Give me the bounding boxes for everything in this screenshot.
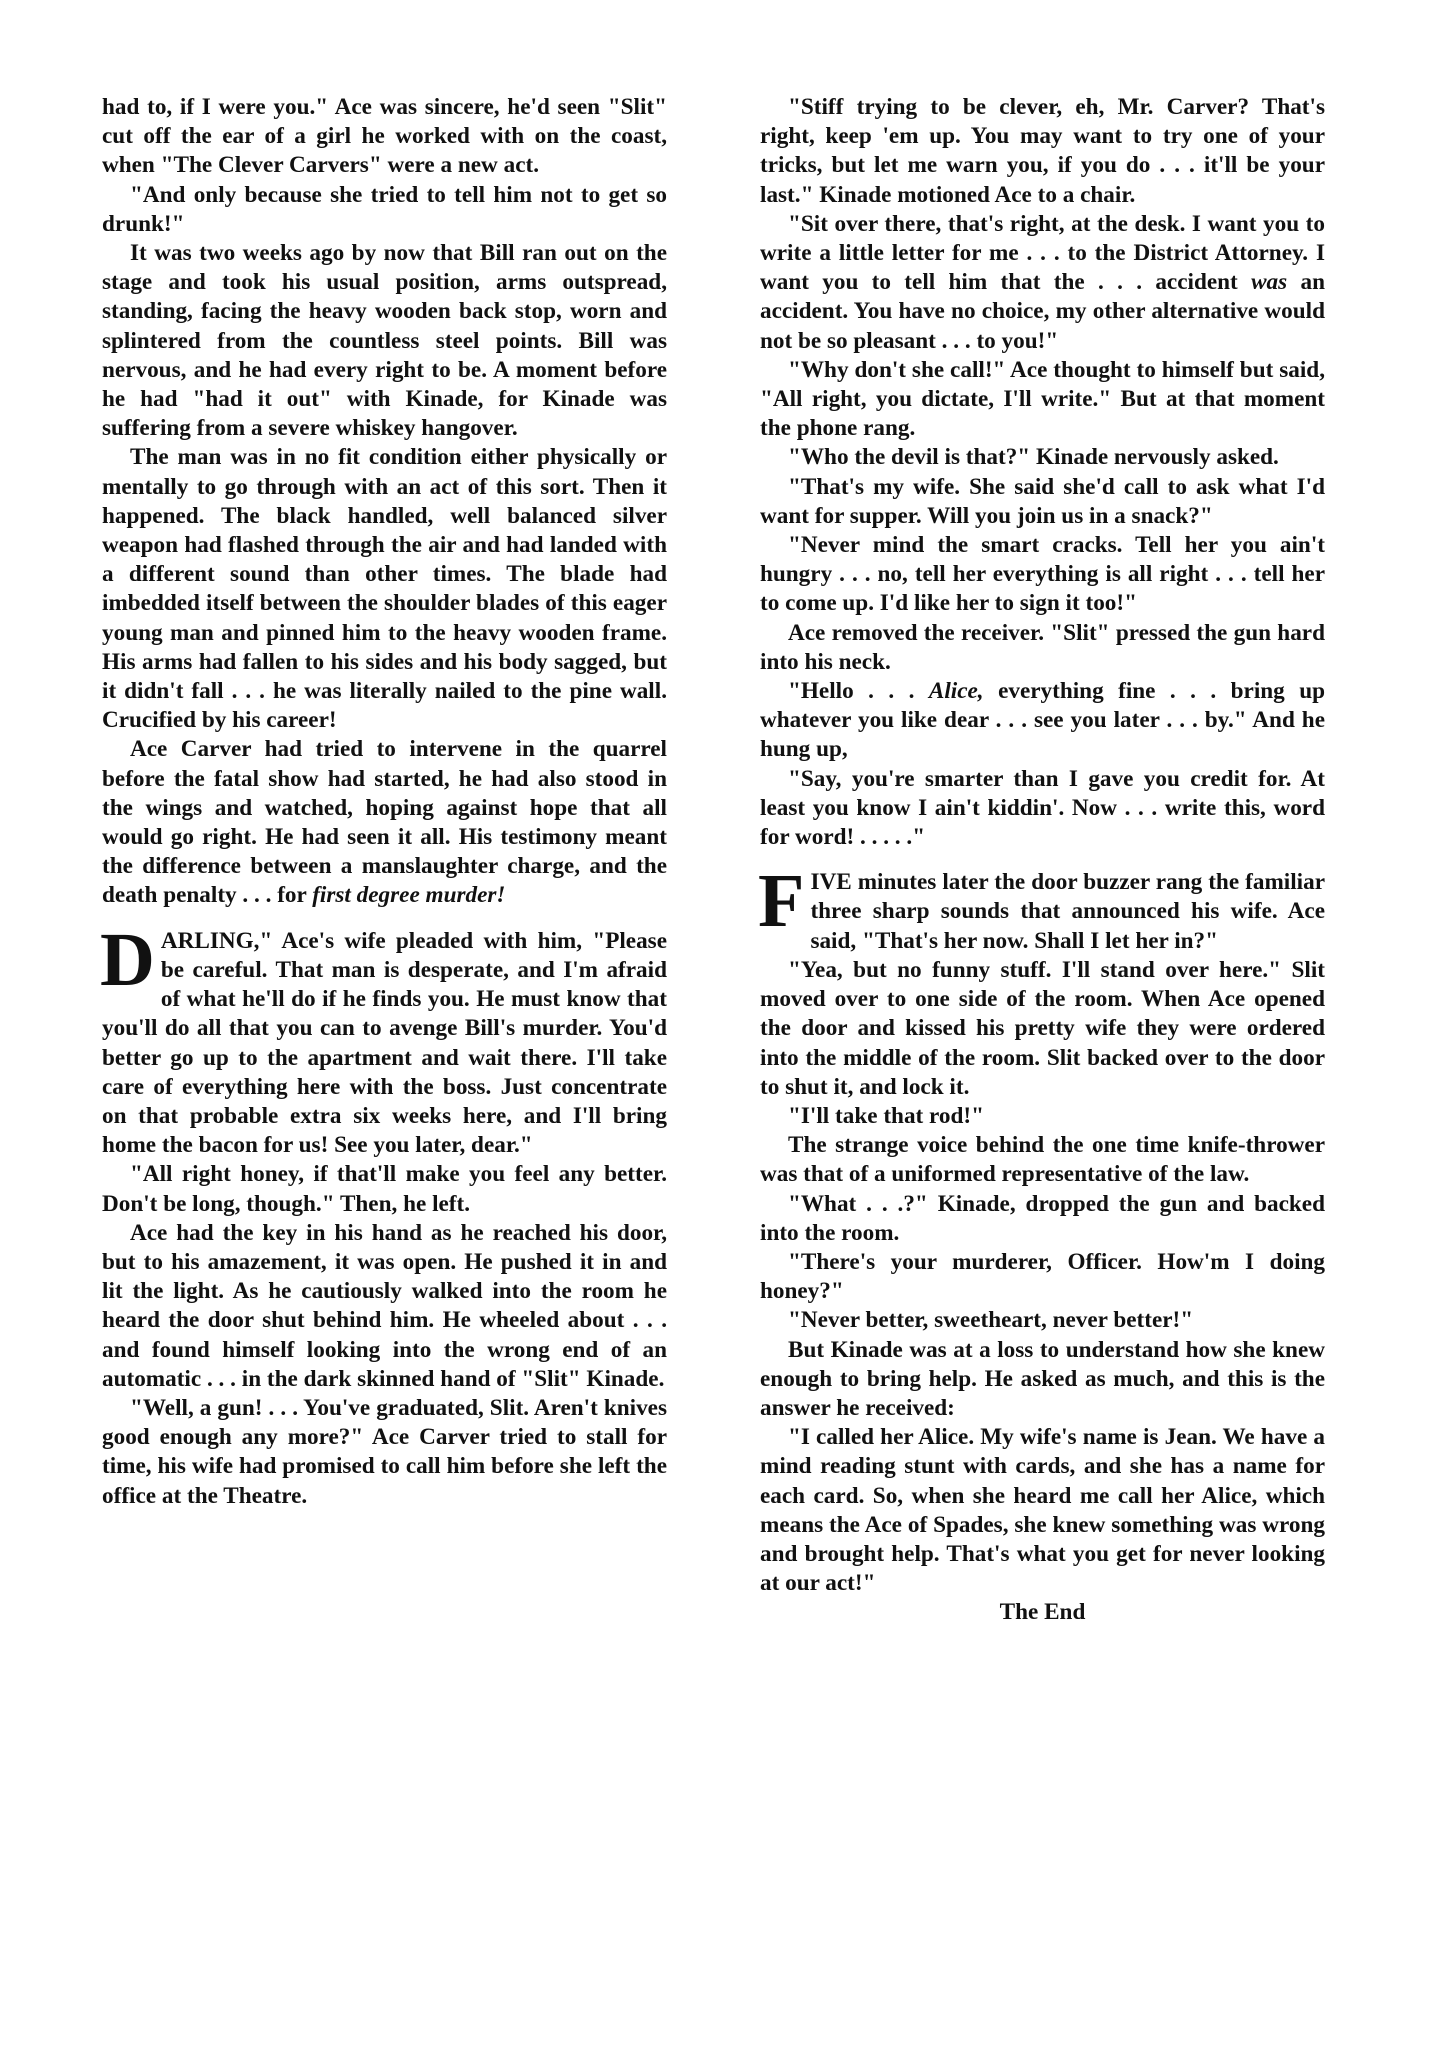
paragraph: It was two weeks ago by now that Bill ran out on the stage and took his usual position, arms outspread, standing, facing the heavy wooden back stop, worn and splintered from the countless steel points. Bill was nervous, and he had every right to be. A moment before he had "had it out" with Kinade, for Kinade was suffering from a severe whiskey hangover. — [102, 240, 667, 442]
paragraph: "Stiff trying to be clever, eh, Mr. Carver? That's right, keep 'em up. You may want to try one of your tricks, but let me warn you, if you do . . . it'll be your last." Kinade motioned Ace to a chair. — [760, 94, 1325, 208]
paragraph-text: ARLING," Ace's wife pleaded with him, "Please be careful. That man is desperate, and I'm afraid of what he'll do if he finds you. He must know that you'll do all that you can to avenge Bill's murder. You'd better go up to the apartment and wait there. I'll take care of everything here with the boss. Just concentrate on that probable extra six weeks here, and I'll bring home the bacon for us! See you later, dear." — [102, 927, 667, 1159]
section-opening-paragraph — [758, 859, 1325, 956]
the-end-label: The End — [999, 1599, 1086, 1626]
paragraph: But Kinade was at a loss to understand how she knew enough to bring help. He asked as much, and this is the answer he received: — [760, 1336, 1325, 1421]
paragraph-text: Ace Carver had tried to intervene in the quarrel before the fatal show had started, he had also stood in the wings and watched, hoping against hope that all would go right. He had seen it all. His testimony meant the difference between a manslaughter charge, and the death penalty . . . for — [102, 736, 667, 909]
paragraph: Ace had the key in his hand as he reached his door, but to his amazement, it was open. He pushed it in and lit the light. As he cautiously walked into the room he heard the door shut behind him. He wheeled about . . . and found himself looking into the wrong end of an automatic . . . in the dark skinned hand of "Slit" Kinade. — [102, 1219, 667, 1392]
paragraph: "Say, you're smarter than I gave you credit for. At least you know I ain't kiddin'. Now . . . write this, word for word! . . . . ." — [760, 765, 1325, 851]
paragraph: "What . . .?" Kinade, dropped the gun and backed into the room. — [760, 1190, 1325, 1246]
paragraph: "Who the devil is that?" Kinade nervously asked. — [788, 444, 1279, 471]
paragraph — [760, 677, 1325, 765]
drop-cap-letter: D — [100, 917, 155, 1002]
paragraph-text: IVE minutes later the door buzzer rang the familiar three sharp sounds that announced his wife. Ace said, "That's her now. Shall I let her in?" — [810, 869, 1325, 954]
paragraph: The strange voice behind the one time knife-thrower was that of a uniformed representative of the law. — [760, 1132, 1325, 1188]
paragraph: "Never mind the smart cracks. Tell her you ain't hungry . . . no, tell her everything is all right . . . tell her to come up. I'd like her to sign it too!" — [760, 532, 1325, 617]
paragraph — [760, 210, 1325, 356]
paragraph-text: "Sit over there, that's right, at the desk. I want you to write a little letter for me . . . to the District Attorney. I want you to tell him that the . . . accident — [760, 210, 1325, 296]
paragraph: had to, if I were you." Ace was sincere, he'd seen "Slit" cut off the ear of a girl he worked with on the coast, when "The Clever Carvers" were a new act. — [102, 94, 667, 179]
paragraph-text: "Hello . . . — [788, 678, 915, 705]
right-column — [760, 93, 1325, 1628]
paragraph: Ace removed the receiver. "Slit" pressed the gun hard into his neck. — [760, 619, 1325, 675]
paragraph: "I'll take that rod!" — [788, 1102, 985, 1129]
paragraph: "And only because she tried to tell him not to get so drunk!" — [102, 181, 667, 237]
paragraph: "Why don't she call!" Ace thought to himself but said, "All right, you dictate, I'll write." But at that moment the phone rang. — [760, 356, 1325, 442]
paragraph: "All right honey, if that'll make you feel any better. Don't be long, though." Then, he left. — [102, 1161, 667, 1217]
paragraph — [102, 735, 667, 910]
emphasis-text: Alice, — [928, 678, 984, 705]
left-column — [102, 93, 667, 1511]
section-opening-paragraph — [100, 917, 667, 1161]
paragraph: "There's your murderer, Officer. How'm I doing honey?" — [760, 1248, 1325, 1305]
paragraph: The man was in no fit condition either physically or mentally to go through with an act of this sort. Then it happened. The black handled, well balanced silver weapon had flashed through the air and had landed with a different sound than other times. The blade had imbedded itself between the shoulder blades of this eager young man and pinned him to the heavy wooden frame. His arms had fallen to his sides and his body sagged, but it didn't fall . . . he was literally nailed to the pine wall. Crucified by his career! — [102, 444, 667, 734]
paragraph: "Never better, sweetheart, never better!" — [788, 1307, 1194, 1334]
paragraph: "That's my wife. She said she'd call to ask what I'd want for supper. Will you join us in a snack?" — [760, 473, 1325, 529]
paragraph: "Yea, but no funny stuff. I'll stand over here." Slit moved over to one side of the room. When Ace opened the door and kissed his pretty wife they were ordered into the middle of the room. Slit backed over to the door to shut it, and lock it. — [760, 956, 1325, 1100]
emphasis-text: first degree murder! — [312, 882, 506, 909]
emphasis-text: was — [1251, 269, 1288, 296]
drop-cap-letter: F — [758, 859, 805, 944]
paragraph: "I called her Alice. My wife's name is Jean. We have a mind reading stunt with cards, and she has a name for each card. So, when she heard me call her Alice, which means the Ace of Spades, she knew something was wrong and brought help. That's what you get for never looking at our act!" — [760, 1424, 1325, 1597]
paragraph-text: everything fine . . . bring up whatever you like dear . . . see you later . . . by." And he hung up, — [760, 678, 1326, 763]
paragraph: "Well, a gun! . . . You've graduated, Slit. Aren't knives good enough any more?" Ace Carver tried to stall for time, his wife had promised to call him before she left the office at the Theatre. — [102, 1394, 667, 1509]
paragraph-text: an accident. You have no choice, my other alternative would not be so pleasant . . . to you!" — [760, 269, 1326, 354]
